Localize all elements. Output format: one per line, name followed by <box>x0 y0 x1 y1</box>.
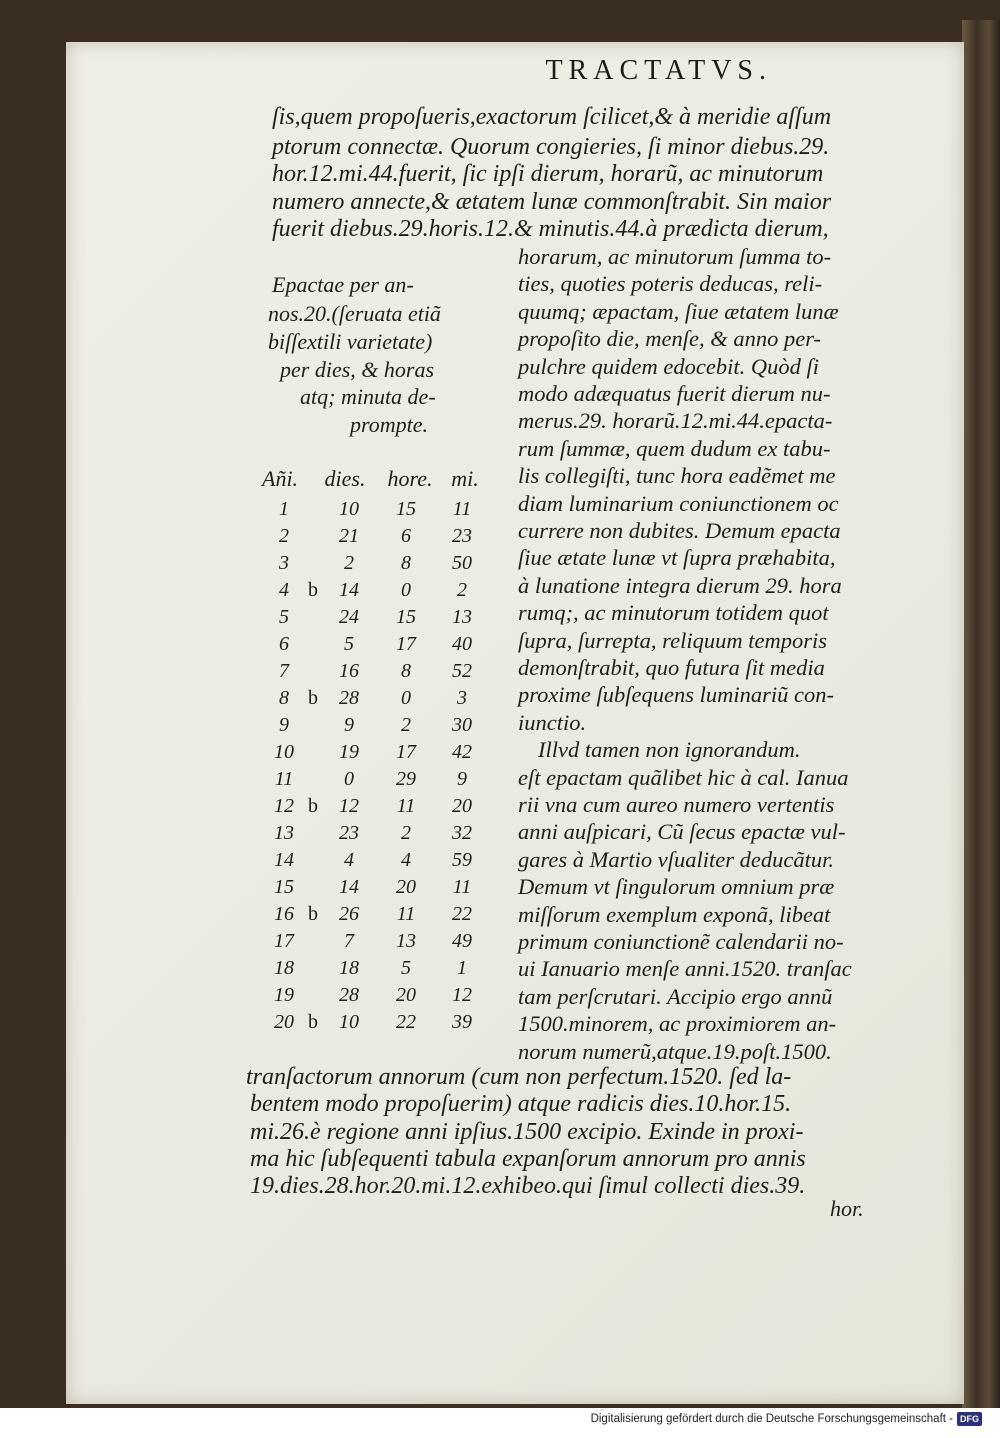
text-line: ui Ianuario menſe anni.1520. tranſac <box>518 956 852 982</box>
cell-mi: 1 <box>457 957 467 979</box>
cell-dies: 12 <box>339 795 359 817</box>
text-line: ties, quoties poteris deducas, reli- <box>518 271 823 297</box>
cell-hore: 11 <box>396 903 416 925</box>
text-line: currere non dubites. Demum epacta <box>518 518 841 543</box>
table-row <box>262 955 494 982</box>
text-line: Illvd tamen non ignorandum. <box>538 737 801 763</box>
cell-anni: 20 <box>274 1011 294 1033</box>
footer-text: Digitalisierung gefördert durch die Deutsche Forschungsgemeinschaft - <box>590 1413 953 1425</box>
table-header <box>262 466 494 496</box>
cell-b: b <box>308 795 318 817</box>
text-line: norum numerũ,atque.19.poſt.1500. <box>518 1038 832 1064</box>
cell-hore: 2 <box>401 822 411 844</box>
cell-anni: 18 <box>274 957 294 979</box>
header-hore: hore. <box>387 466 433 491</box>
text-line: primum coniunctionẽ calendarii no- <box>518 929 844 954</box>
table-row <box>262 1009 494 1036</box>
cell-hore: 6 <box>401 525 411 547</box>
table-row <box>262 577 494 604</box>
cell-dies: 7 <box>344 930 354 952</box>
text-line: bentem modo propoſuerim) atque radicis dies.10.hor.15. <box>250 1091 792 1117</box>
cell-anni: 8 <box>279 687 289 709</box>
text-line: rii vna cum aureo numero vertentis <box>518 792 835 817</box>
text-line: 19.dies.28.hor.20.mi.12.exhibeo.qui ſimul collecti dies.39. <box>250 1173 806 1199</box>
cell-anni: 14 <box>274 849 294 871</box>
cell-mi: 50 <box>452 552 472 574</box>
table-row <box>262 982 494 1009</box>
cell-hore: 2 <box>401 714 411 736</box>
cell-b: b <box>308 687 318 709</box>
cell-hore: 0 <box>401 579 411 601</box>
cell-mi: 23 <box>452 525 472 547</box>
cell-hore: 20 <box>396 876 416 898</box>
cell-hore: 4 <box>401 849 411 871</box>
text-line: tranſactorum annorum (cum non perfectum.1520. ſed la- <box>246 1064 792 1090</box>
cell-anni: 2 <box>279 525 289 547</box>
text-line: iunctio. <box>518 709 587 735</box>
table-row <box>262 847 494 874</box>
cell-dies: 23 <box>339 822 359 844</box>
cell-mi: 59 <box>452 849 472 871</box>
cell-dies: 2 <box>344 552 354 574</box>
text-line: Demum vt ſingulorum omnium præ <box>518 874 835 900</box>
cell-hore: 15 <box>396 498 416 520</box>
cell-mi: 12 <box>452 984 472 1006</box>
cell-b: b <box>308 903 318 925</box>
text-line: 1500.minorem, ac proximiorem an- <box>518 1011 837 1037</box>
text-line: diam luminarium coniunctionem oc <box>518 490 839 516</box>
cell-mi: 2 <box>457 579 467 601</box>
text-line: ptorum connectæ. Quorum congieries, ſi minor diebus.29. <box>272 134 830 160</box>
table-row <box>262 550 494 577</box>
cell-dies: 28 <box>339 687 359 709</box>
text-line: rumq;, ac minutorum totidem quot <box>518 600 829 626</box>
epact-table <box>262 466 494 1036</box>
text-line: merus.29. horarũ.12.mi.44.epacta- <box>518 408 833 434</box>
cell-hore: 11 <box>396 795 416 817</box>
cell-dies: 14 <box>339 579 359 601</box>
table-row <box>262 685 494 712</box>
side-heading-line: nos.20.(ſeruata etiã <box>268 301 441 326</box>
text-line: rum ſummæ, quem dudum ex tabu- <box>518 435 831 461</box>
book-edge <box>962 20 1000 1408</box>
cell-hore: 8 <box>401 552 411 574</box>
text-line: fuerit diebus.29.horis.12.& minutis.44.à prædicta dierum, <box>272 216 829 242</box>
table-row <box>262 712 494 739</box>
cell-mi: 20 <box>452 795 472 817</box>
cell-dies: 10 <box>339 1011 359 1033</box>
cell-hore: 15 <box>396 606 416 628</box>
cell-anni: 6 <box>279 633 289 655</box>
text-line: pulchre quidem edocebit. Quòd ſi <box>518 353 819 379</box>
cell-dies: 9 <box>344 714 354 736</box>
text-line: lis collegiſti, tunc hora eadẽmet me <box>518 463 836 489</box>
cell-hore: 8 <box>401 660 411 682</box>
side-heading-line: atq; minuta de- <box>300 384 436 409</box>
cell-anni: 17 <box>274 930 294 952</box>
cell-mi: 39 <box>452 1011 472 1033</box>
text-line: eſt epactam quãlibet hic à cal. Ianua <box>518 764 849 790</box>
table-row <box>262 523 494 550</box>
cell-mi: 11 <box>452 498 472 520</box>
text-line: tam perſcrutari. Accipio ergo annũ <box>518 983 833 1009</box>
table-row <box>262 496 494 523</box>
text-line: miſſorum exemplum exponã, libeat <box>518 901 831 927</box>
cell-dies: 24 <box>339 606 359 628</box>
table-body <box>262 496 494 1036</box>
cell-mi: 9 <box>457 768 467 790</box>
cell-hore: 13 <box>396 930 416 952</box>
cell-b: b <box>308 1011 318 1033</box>
side-heading-line: biſſextili varietate) <box>268 329 433 354</box>
cell-anni: 1 <box>279 498 289 520</box>
text-line: gares à Martio vſualiter deducãtur. <box>518 846 835 872</box>
text-line: ma hic ſubſequenti tabula expanſorum annorum pro annis <box>250 1146 806 1172</box>
text-line: quumq; æpactam, ſiue ætatem lunæ <box>518 298 839 324</box>
text-line: ſiue ætate lunæ vt ſupra præhabita, <box>518 545 836 571</box>
table-row <box>262 739 494 766</box>
cell-mi: 42 <box>452 741 472 763</box>
side-heading-line: prompte. <box>350 412 429 437</box>
cell-dies: 14 <box>339 876 359 898</box>
cell-mi: 49 <box>452 930 472 952</box>
cell-anni: 19 <box>274 984 294 1006</box>
text-line: numero annecte,& ætatem lunæ commonſtrabit. Sin maior <box>272 189 832 215</box>
cell-anni: 13 <box>274 822 294 844</box>
cell-hore: 29 <box>396 768 416 790</box>
dfg-logo: DFG <box>957 1412 982 1426</box>
text-line: horarum, ac minutorum ſumma to- <box>518 244 832 269</box>
table-row <box>262 766 494 793</box>
text-line: propoſito die, menſe, & anno per- <box>518 326 822 352</box>
table-row <box>262 874 494 901</box>
cell-hore: 20 <box>396 984 416 1006</box>
table-row <box>262 658 494 685</box>
text-line: mi.26.è regione anni ipſius.1500 excipio. Exinde in proxi- <box>250 1119 804 1145</box>
running-head: TRACTATVS. <box>545 55 772 86</box>
cell-dies: 5 <box>344 633 354 655</box>
cell-anni: 10 <box>274 741 294 763</box>
text-line: à lunatione integra dierum 29. hora <box>518 572 842 598</box>
cell-dies: 4 <box>344 849 354 871</box>
text-line: ſis,quem propoſueris,exactorum ſcilicet,& à meridie aſſum <box>272 104 832 130</box>
side-heading-line: Epactae per an- <box>272 272 414 297</box>
cell-anni: 15 <box>274 876 294 898</box>
cell-hore: 22 <box>396 1011 416 1033</box>
cell-dies: 16 <box>339 660 359 682</box>
cell-hore: 17 <box>396 633 416 655</box>
cell-dies: 0 <box>344 768 354 790</box>
catchword: hor. <box>830 1196 864 1221</box>
cell-anni: 16 <box>274 903 294 925</box>
table-row <box>262 820 494 847</box>
table-row <box>262 928 494 955</box>
cell-dies: 19 <box>339 741 359 763</box>
header-dies: dies. <box>324 466 366 491</box>
text-line: proxime ſubſequens luminariũ con- <box>518 682 834 708</box>
side-heading-line: per dies, & horas <box>280 357 434 382</box>
cell-dies: 21 <box>339 525 359 547</box>
header-mi: mi. <box>451 466 479 491</box>
cell-mi: 13 <box>452 606 472 628</box>
cell-anni: 11 <box>274 768 294 790</box>
cell-mi: 40 <box>452 633 472 655</box>
cell-mi: 32 <box>452 822 472 844</box>
table-row <box>262 631 494 658</box>
cell-b: b <box>308 579 318 601</box>
text-line: modo adæquatus fuerit dierum nu- <box>518 381 831 406</box>
table-row <box>262 604 494 631</box>
cell-mi: 22 <box>452 903 472 925</box>
cell-dies: 28 <box>339 984 359 1006</box>
cell-mi: 3 <box>457 687 467 709</box>
table-row <box>262 901 494 928</box>
cell-dies: 10 <box>339 498 359 520</box>
cell-mi: 52 <box>452 660 472 682</box>
table-row <box>262 793 494 820</box>
cell-mi: 30 <box>452 714 472 736</box>
cell-hore: 0 <box>401 687 411 709</box>
header-anni: Añi. <box>262 466 299 491</box>
text-line: anni auſpicari, Cũ ſecus epactæ vul- <box>518 819 846 845</box>
cell-anni: 5 <box>279 606 289 628</box>
cell-hore: 5 <box>401 957 411 979</box>
cell-anni: 4 <box>279 579 289 601</box>
cell-anni: 12 <box>274 795 294 817</box>
cell-anni: 7 <box>279 660 289 682</box>
text-line: hor.12.mi.44.fuerit, ſic ipſi dierum, horarũ, ac minutorum <box>272 161 824 187</box>
digitization-footer <box>591 1412 982 1426</box>
text-line: ſupra, ſurrepta, reliquum temporis <box>518 627 827 653</box>
cell-anni: 3 <box>279 552 289 574</box>
cell-dies: 18 <box>339 957 359 979</box>
cell-anni: 9 <box>279 714 289 736</box>
cell-hore: 17 <box>396 741 416 763</box>
cell-dies: 26 <box>339 903 359 925</box>
text-line: demonſtrabit, quo futura ſit media <box>518 655 825 680</box>
cell-mi: 11 <box>452 876 472 898</box>
